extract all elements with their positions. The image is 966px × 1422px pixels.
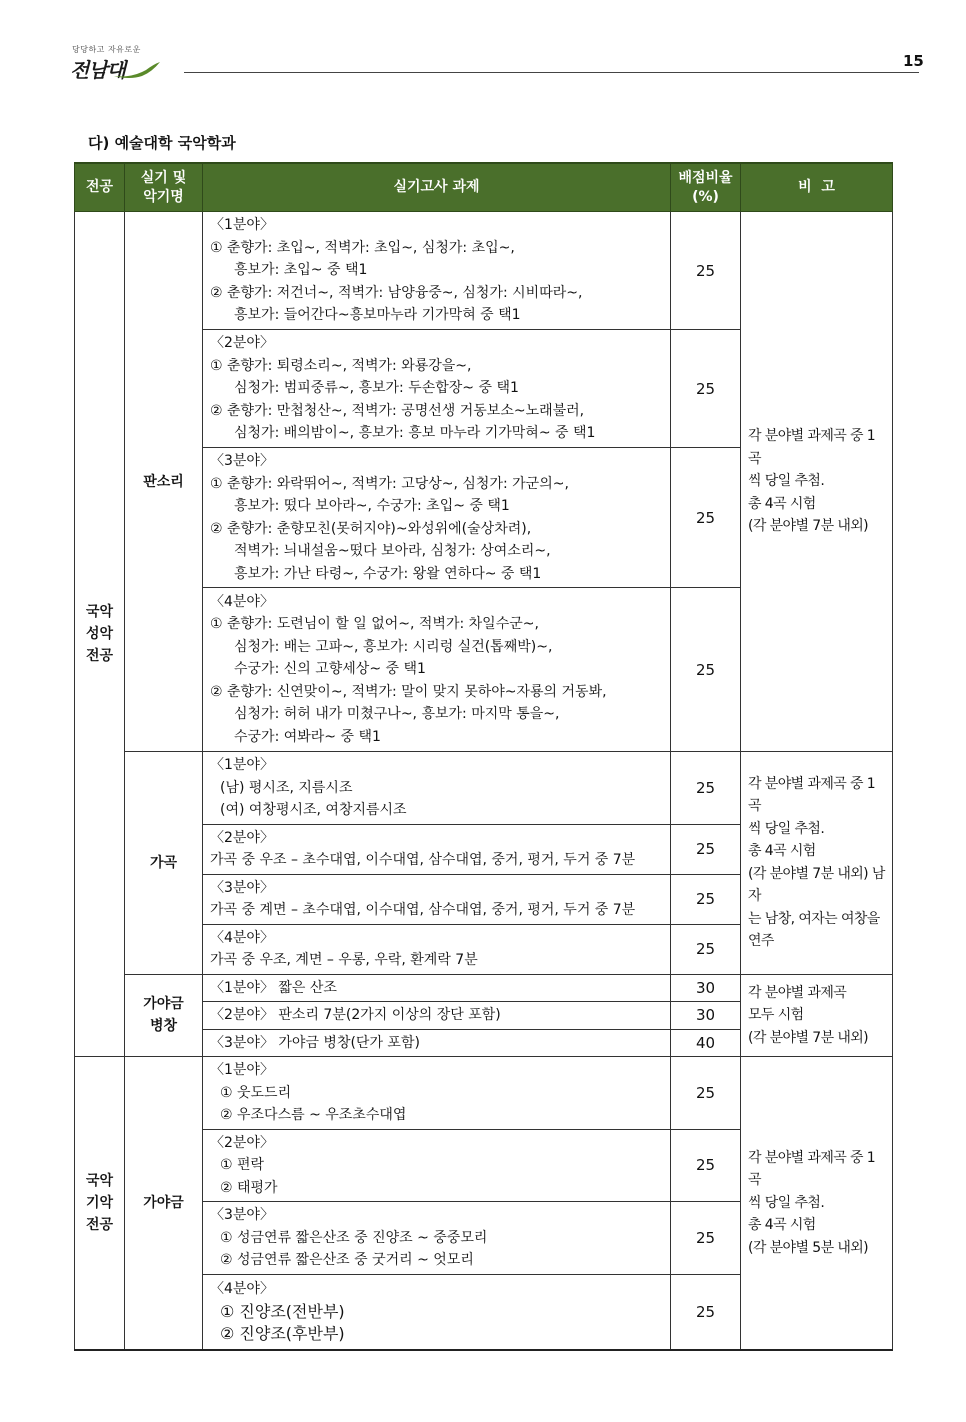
task-line: ② 춘향가: 신연맞이~, 적벽가: 말이 맞지 못하야~자룡의 거동봐, [210,683,607,700]
task-line: ② 진양조(후반부) [220,1324,345,1343]
task-line: 〈3분야〉 [210,879,274,896]
task-line: 〈1분야〉 짧은 산조 [210,979,337,996]
task-line: 〈3분야〉 [210,453,274,469]
task-line: 수궁가: 신의 고향세상~ 중 택1 [234,661,426,678]
logo-swoosh-icon [112,60,162,80]
note-cell: 각 분야별 과제곡 중 1곡 씩 당일 추첨. 총 4곡 시험 (각 분야별 7분 내외) 남자 는 남창, 여자는 여창을 연주 [741,752,893,975]
task-cell [203,330,671,448]
task-line: ① 춘향가: 초입~, 적벽가: 초입~, 심청가: 초입~, [210,239,515,256]
header-divider [184,72,919,73]
task-line: ① 성금연류 짧은산조 중 진양조 ~ 중중모리 [220,1229,488,1246]
instrument-cell: 가야금 병창 [125,974,203,1057]
task-cell [203,974,671,1002]
ratio-cell: 25 [671,752,741,825]
task-line: 〈4분야〉 [210,593,274,610]
task-line: ② 성금연류 짧은산조 중 굿거리 ~ 엇모리 [220,1252,474,1268]
task-line: 적벽가: 늬내설움~떴다 보아라, 심청가: 상여소리~, [234,543,551,559]
task-line: ① 웃도드리 [220,1084,292,1101]
task-cell [203,1002,671,1030]
col-instrument: 실기 및 악기명 [125,163,203,212]
ratio-cell: 25 [671,588,741,752]
task-line: (여) 여창평시조, 여창지름시조 [220,802,407,818]
table-row [75,212,893,330]
ratio-cell: 25 [671,824,741,874]
task-line: 가곡 중 우조 – 초수대엽, 이수대엽, 삼수대엽, 중거, 평거, 두거 중 7분 [210,852,636,868]
task-line: 심청가: 배는 고파~, 흥보가: 시리렁 실건(톱째박)~, [234,638,553,655]
task-cell [203,1057,671,1130]
task-line: 〈1분야〉 [210,217,274,234]
ratio-cell: 25 [671,330,741,448]
task-cell [203,1129,671,1202]
ratio-cell: 25 [671,1274,741,1350]
task-cell [203,824,671,874]
ratio-cell: 30 [671,1002,741,1030]
ratio-cell: 25 [671,1202,741,1275]
task-line: 〈4분야〉 [210,929,274,946]
task-line: 흥보가: 떴다 보아라~, 수궁가: 초입~ 중 택1 [234,498,510,514]
task-line: 〈3분야〉 가야금 병창(단가 포함) [210,1034,420,1051]
university-logo: 전남대 [70,58,125,82]
task-line: 가곡 중 계면 – 초수대엽, 이수대엽, 삼수대엽, 중거, 평거, 두거 중 7분 [210,902,636,918]
instrument-cell: 가야금 [125,1057,203,1351]
task-line: 〈1분야〉 [210,1062,274,1078]
ratio-cell: 25 [671,212,741,330]
task-line: ① 춘향가: 도련님이 할 일 없어~, 적벽가: 차일수군~, [210,616,539,633]
task-line: 흥보가: 초입~ 중 택1 [234,262,368,279]
ratio-cell: 30 [671,974,741,1002]
col-note: 비 고 [741,163,893,212]
task-line: 〈4분야〉 [210,1281,274,1297]
task-line: 〈3분야〉 [210,1207,274,1223]
task-line: 흥보가: 가난 타령~, 수궁가: 왕왈 연하다~ 중 택1 [234,565,542,582]
exam-table [74,162,893,1351]
task-line: 〈2분야〉 [210,1134,274,1151]
ratio-cell: 25 [671,924,741,974]
ratio-cell: 25 [671,874,741,924]
table-row [75,752,893,825]
table-row [75,1057,893,1130]
task-line: 심청가: 배의밤이~, 흥보가: 흥보 마누라 기가막혀~ 중 택1 [234,425,596,442]
task-line: 심청가: 범피중류~, 흥보가: 두손합장~ 중 택1 [234,380,519,397]
task-line: ② 춘향가: 저건너~, 적벽가: 남양융중~, 심청가: 시비따라~, [210,284,583,301]
task-line: 〈1분야〉 [210,757,274,773]
task-line: 〈2분야〉 판소리 7분(2가지 이상의 장단 포함) [210,1007,501,1023]
instrument-cell: 판소리 [125,212,203,752]
page-header [0,0,966,80]
ratio-cell: 40 [671,1029,741,1057]
task-cell [203,1029,671,1057]
instrument-cell: 가곡 [125,752,203,975]
task-cell [203,588,671,752]
task-line: ① 춘향가: 퇴령소리~, 적벽가: 와룡강을~, [210,357,472,374]
task-cell [203,448,671,588]
task-line: ② 춘향가: 춘향모친(못허지야)~와성위에(술상차려), [210,520,532,537]
task-cell [203,212,671,330]
task-line: 가곡 중 우조, 계면 – 우롱, 우락, 환계락 7분 [210,952,478,968]
section-title: 다) 예술대학 국악학과 [88,134,236,152]
task-line: (남) 평시조, 지름시조 [220,779,353,796]
page-number: 15 [903,52,924,70]
note-cell: 각 분야별 과제곡 중 1곡 씩 당일 추첨. 총 4곡 시험 (각 분야별 5분 내외) [741,1057,893,1351]
task-line: ② 춘향가: 만첩청산~, 적벽가: 공명선생 거동보소~노래불러, [210,402,585,419]
ratio-cell: 25 [671,1057,741,1130]
task-line: ② 우조다스름 ~ 우조초수대엽 [220,1107,407,1123]
task-line: ② 태평가 [220,1179,278,1196]
major-cell: 국악 성악 전공 [75,212,125,1057]
task-line: ① 편락 [220,1157,265,1173]
task-cell [203,1202,671,1275]
ratio-cell: 25 [671,1129,741,1202]
task-cell [203,752,671,825]
task-line: ① 춘향가: 와락뛰어~, 적벽가: 고당상~, 심청가: 가군의~, [210,475,569,492]
col-ratio: 배점비율 (%) [671,163,741,212]
task-line: 심청가: 허허 내가 미쳤구나~, 흥보가: 마지막 통을~, [234,706,560,723]
major-cell: 국악 기악 전공 [75,1057,125,1351]
task-line: ① 진양조(전반부) [220,1301,345,1321]
task-line: 흥보가: 들어간다~흥보마누라 기가막혀 중 택1 [234,307,521,324]
logo-tagline: 당당하고 자유로운 [72,45,141,54]
table-row [75,974,893,1002]
table-header-row [75,163,893,212]
task-line: 수궁가: 여봐라~ 중 택1 [234,728,381,745]
note-cell: 각 분야별 과제곡 모두 시험 (각 분야별 7분 내외) [741,974,893,1057]
task-line: 〈2분야〉 [210,335,274,352]
task-cell [203,924,671,974]
task-cell [203,874,671,924]
note-cell: 각 분야별 과제곡 중 1곡 씩 당일 추첨. 총 4곡 시험 (각 분야별 7분 내외) [741,212,893,752]
task-line: 〈2분야〉 [210,829,274,846]
col-task: 실기고사 과제 [203,163,671,212]
col-major: 전공 [75,163,125,212]
ratio-cell: 25 [671,448,741,588]
task-cell [203,1274,671,1350]
